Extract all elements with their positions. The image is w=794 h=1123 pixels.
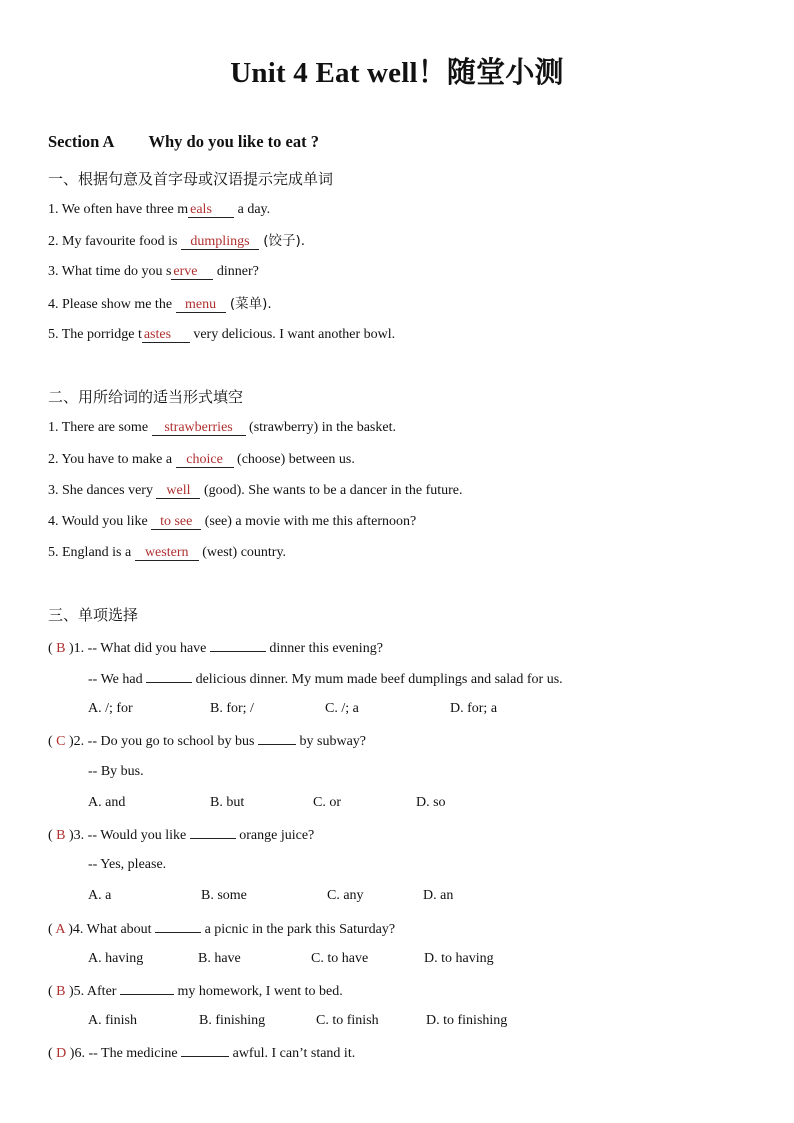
mc-question-2-line2 [88, 763, 144, 781]
question-text: (west) country. [198, 545, 287, 560]
blank-line [181, 1043, 229, 1057]
paren: ( [48, 734, 57, 749]
mc-question-6 [48, 1043, 355, 1063]
question-text: (good). She wants to be a dancer in the future. [200, 483, 463, 498]
question-text: 5. The porridge t [48, 327, 142, 342]
option-a[interactable]: A. a [88, 888, 112, 903]
option-c[interactable]: C. /; a [325, 701, 359, 716]
question-text: )1. -- What did you have [69, 641, 210, 656]
answer-letter: B [56, 828, 66, 843]
answer-blank: menu [176, 297, 226, 313]
answer-letter: A [55, 922, 65, 937]
paren: ( [48, 641, 57, 656]
part2-question-4 [48, 513, 416, 531]
option-a[interactable]: A. finish [88, 1013, 137, 1028]
question-text: )3. -- Would you like [69, 828, 190, 843]
question-text: (菜单). [225, 296, 272, 312]
option-b[interactable]: B. some [201, 888, 247, 903]
option-d[interactable]: D. an [423, 888, 454, 903]
answer-blank: astes [142, 327, 190, 343]
mc-question-5 [48, 981, 343, 1001]
part2-question-5 [48, 544, 286, 562]
question-text: dinner this evening? [265, 641, 383, 656]
part1-question-3 [48, 263, 259, 281]
mc-question-3 [48, 825, 314, 845]
question-text: very delicious. I want another bowl. [189, 327, 396, 342]
mc-question-1 [48, 638, 383, 658]
question-text: )4. What about [68, 922, 156, 937]
option-b[interactable]: B. finishing [199, 1013, 266, 1028]
paren: ( [48, 828, 57, 843]
question-text: by subway? [296, 734, 367, 749]
answer-blank: dumplings [181, 234, 259, 250]
option-d[interactable]: D. to having [424, 951, 494, 966]
question-text: (see) a movie with me this afternoon? [201, 514, 417, 529]
blank-line [155, 919, 201, 933]
question-text: (strawberry) in the basket. [245, 420, 396, 435]
answer-blank: to see [151, 514, 201, 530]
part2-question-3 [48, 482, 463, 500]
option-b[interactable]: B. for; / [210, 701, 254, 716]
answer-blank: erve [171, 264, 213, 280]
question-text: -- Yes, please. [88, 857, 167, 872]
question-text: a picnic in the park this Saturday? [201, 922, 396, 937]
option-c[interactable]: C. to have [311, 951, 369, 966]
question-text: 3. She dances very [48, 483, 157, 498]
blank-line [120, 981, 174, 995]
question-text: -- By bus. [88, 764, 144, 779]
answer-blank: well [156, 483, 200, 499]
paren: ( [48, 1046, 57, 1061]
option-b[interactable]: B. but [210, 795, 245, 810]
part1-question-4 [48, 295, 272, 314]
option-c[interactable]: C. any [327, 888, 364, 903]
question-text: my homework, I went to bed. [173, 984, 343, 999]
blank-line [258, 731, 296, 745]
part2-question-1 [48, 419, 396, 437]
question-text: )2. -- Do you go to school by bus [69, 734, 259, 749]
answer-blank: strawberries [152, 420, 246, 436]
option-a[interactable]: A. having [88, 951, 144, 966]
paren: ( [48, 922, 56, 937]
question-text: 2. My favourite food is [48, 234, 181, 249]
question-text: delicious dinner. My mum made beef dumplings and salad for us. [192, 672, 563, 687]
part2-question-2 [48, 451, 355, 469]
answer-letter: B [56, 641, 66, 656]
option-c[interactable]: C. or [313, 795, 341, 810]
answer-blank: choice [176, 452, 234, 468]
part1-question-1 [48, 201, 270, 219]
blank-line [210, 638, 266, 652]
answer-blank: western [135, 545, 199, 561]
part1-question-5 [48, 326, 395, 344]
blank-line [146, 669, 192, 683]
mc-question-4 [48, 919, 395, 939]
question-text: 1. There are some [48, 420, 152, 435]
question-text: )5. After [69, 984, 120, 999]
option-d[interactable]: D. to finishing [426, 1013, 508, 1028]
question-text: awful. I can’t stand it. [229, 1046, 356, 1061]
mc-question-1-line2 [88, 669, 563, 689]
answer-blank: eals [188, 202, 234, 218]
question-text: 2. You have to make a [48, 452, 176, 467]
blank-line [190, 825, 236, 839]
answer-letter: B [56, 984, 66, 999]
part2-heading: 二、用所给词的适当形式填空 [48, 388, 244, 406]
answer-letter: C [56, 734, 66, 749]
option-a[interactable]: A. /; for [88, 701, 133, 716]
question-text: (饺子). [258, 233, 306, 249]
section-topic: Why do you like to eat ? [148, 132, 319, 151]
question-text: )6. -- The medicine [69, 1046, 182, 1061]
option-d[interactable]: D. so [416, 795, 446, 810]
mc-question-3-line2 [88, 856, 166, 874]
section-label: Section A [48, 132, 115, 151]
answer-letter: D [56, 1046, 67, 1061]
question-text: (choose) between us. [233, 452, 355, 467]
page-title: Unit 4 Eat well！随堂小测 [230, 57, 564, 89]
option-c[interactable]: C. to finish [316, 1013, 379, 1028]
question-text: 3. What time do you s [48, 264, 172, 279]
section-a-heading [48, 133, 319, 151]
option-b[interactable]: B. have [198, 951, 241, 966]
option-d[interactable]: D. for; a [450, 701, 498, 716]
option-a[interactable]: A. and [88, 795, 126, 810]
question-text: 4. Would you like [48, 514, 152, 529]
question-text: 4. Please show me the [48, 297, 176, 312]
paren: ( [48, 984, 57, 999]
question-text: dinner? [213, 264, 259, 279]
part1-question-2 [48, 232, 305, 251]
question-text: 5. England is a [48, 545, 135, 560]
question-text: orange juice? [235, 828, 315, 843]
question-text: 1. We often have three m [48, 202, 189, 217]
question-text: a day. [234, 202, 271, 217]
part3-heading: 三、单项选择 [48, 606, 139, 624]
part1-heading: 一、根据句意及首字母或汉语提示完成单词 [48, 170, 334, 188]
question-text: -- We had [88, 672, 147, 687]
mc-question-2 [48, 731, 366, 751]
